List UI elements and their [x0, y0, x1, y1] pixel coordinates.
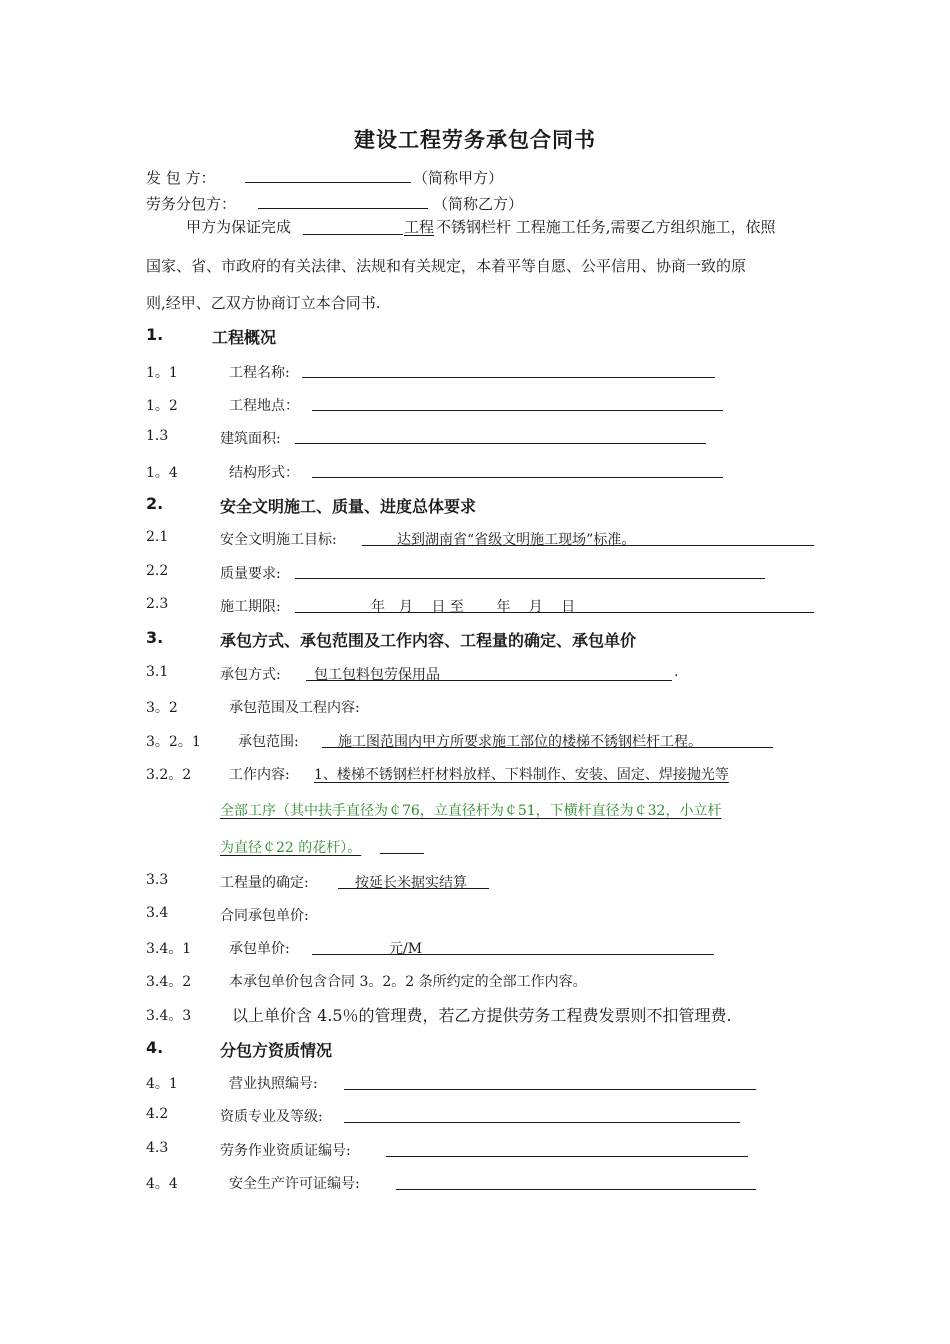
structure-type-blank [312, 477, 723, 478]
party-a-label: 发 包 方： [146, 169, 216, 187]
item-1-1-number: 1。1 [146, 365, 178, 381]
work-content-line2: 全部工序（其中扶手直径为￠76，立直径杆为￠51，下横杆直径为￠32，小立杆 [220, 803, 722, 819]
work-content-line1: 1、楼梯不锈钢栏杆材料放样、下料制作、安装、固定、焊接抛光等 [314, 767, 729, 783]
intro-line1-c: 不锈钢栏杆 工程施工任务,需要乙方组织施工，依照 [436, 218, 776, 236]
building-area-label: 建筑面积: [220, 431, 281, 447]
party-a-note: （简称甲方） [413, 169, 504, 187]
scope-label: 承包范围: [238, 734, 299, 750]
project-location-label: 工程地点： [229, 398, 299, 414]
item-3-3-number: 3.3 [146, 872, 169, 888]
contract-mode-value: 包工包料包劳保用品 [314, 667, 440, 683]
work-content-label: 工作内容: [229, 767, 290, 783]
item-4-4-number: 4。4 [146, 1176, 178, 1192]
unit-price-label: 承包单价: [229, 941, 290, 957]
section-4-number: 4. [146, 1038, 164, 1057]
scope-value: 施工图范围内甲方所要求施工部位的楼梯不锈钢栏杆工程。 [338, 734, 702, 750]
unit-price-scope-text: 本承包单价包含合同 3。2。2 条所约定的全部工作内容。 [229, 974, 587, 990]
building-area-blank [295, 443, 706, 444]
item-3-4-number: 3.4 [146, 905, 169, 921]
scope-content-label: 承包范围及工程内容: [229, 700, 360, 716]
intro-line3: 则,经甲、乙双方协商订立本合同书. [146, 294, 381, 312]
item-3-2-2-number: 3.2。2 [146, 767, 192, 783]
item-3-4-1-number: 3.4。1 [146, 941, 192, 957]
construction-period-value: 年 月 日 至 年 月 日 [371, 599, 576, 615]
section-4-heading: 分包方资质情况 [220, 1041, 333, 1060]
structure-type-label: 结构形式： [229, 465, 299, 481]
quantity-method-value: 按延长米据实结算 [355, 875, 467, 891]
intro-line2: 国家、省、市政府的有关法律、法规和有关规定，本着平等自愿、公平信用、协商一致的原 [146, 257, 747, 275]
project-name-blank [302, 377, 715, 378]
section-2-number: 2. [146, 494, 164, 513]
quality-requirement-blank [295, 578, 765, 579]
section-1-number: 1. [146, 325, 164, 344]
contract-mode-end: . [674, 664, 679, 680]
safety-permit-blank [396, 1189, 756, 1190]
safety-permit-label: 安全生产许可证编号: [229, 1176, 360, 1192]
document-title: 建设工程劳务承包合同书 [354, 128, 596, 152]
party-b-note: （简称乙方） [433, 195, 524, 213]
unit-price-unit: 元/M [389, 941, 423, 957]
unit-price-blank [312, 954, 714, 955]
qualification-grade-blank [344, 1122, 740, 1123]
intro-project-blank [303, 234, 403, 235]
labor-cert-label: 劳务作业资质证编号: [220, 1143, 351, 1159]
item-4-3-number: 4.3 [146, 1140, 169, 1156]
item-4-1-number: 4。1 [146, 1076, 178, 1092]
section-3-number: 3. [146, 628, 164, 647]
item-3-4-2-number: 3.4。2 [146, 974, 192, 990]
item-4-2-number: 4.2 [146, 1106, 169, 1122]
quality-requirement-label: 质量要求: [220, 566, 281, 582]
section-3-heading: 承包方式、承包范围及工作内容、工程量的确定、承包单价 [220, 631, 637, 650]
safety-goal-value: 达到湖南省“省级文明施工现场”标准。 [397, 532, 636, 548]
work-content-line3: 为直径￠22 的花杆）。 [220, 840, 362, 856]
quantity-method-label: 工程量的确定: [220, 875, 309, 891]
qualification-grade-label: 资质专业及等级: [220, 1109, 323, 1125]
business-license-blank [344, 1089, 756, 1090]
construction-period-label: 施工期限: [220, 599, 281, 615]
contract-mode-label: 承包方式: [220, 667, 281, 683]
safety-goal-label: 安全文明施工目标: [220, 532, 337, 548]
item-1-2-number: 1。2 [146, 398, 178, 414]
item-2-2-number: 2.2 [146, 563, 169, 579]
management-fee-text: 以上单价含 4.5％的管理费，若乙方提供劳务工程费发票则不扣管理费. [232, 1006, 732, 1025]
item-3-2-number: 3。2 [146, 700, 178, 716]
unit-price-heading: 合同承包单价: [220, 908, 309, 924]
party-b-blank [258, 208, 428, 209]
intro-line1-a: 甲方为保证完成 [186, 218, 292, 236]
project-name-label: 工程名称: [229, 365, 290, 381]
section-1-heading: 工程概况 [212, 328, 277, 347]
work-content-tail-blank [380, 853, 424, 854]
project-location-blank [312, 410, 723, 411]
business-license-label: 营业执照编号: [229, 1076, 318, 1092]
intro-line1-b: 工程 [404, 218, 435, 236]
item-3-4-3-number: 3.4。3 [146, 1008, 192, 1024]
item-3-1-number: 3.1 [146, 664, 169, 680]
item-3-2-1-number: 3。2。1 [146, 734, 201, 750]
item-1-3-number: 1.3 [146, 428, 169, 444]
section-2-heading: 安全文明施工、质量、进度总体要求 [220, 497, 477, 516]
item-2-3-number: 2.3 [146, 596, 169, 612]
item-1-4-number: 1。4 [146, 465, 178, 481]
item-2-1-number: 2.1 [146, 529, 169, 545]
party-b-label: 劳务分包方： [146, 195, 237, 213]
labor-cert-blank [386, 1156, 748, 1157]
party-a-blank [245, 182, 411, 183]
